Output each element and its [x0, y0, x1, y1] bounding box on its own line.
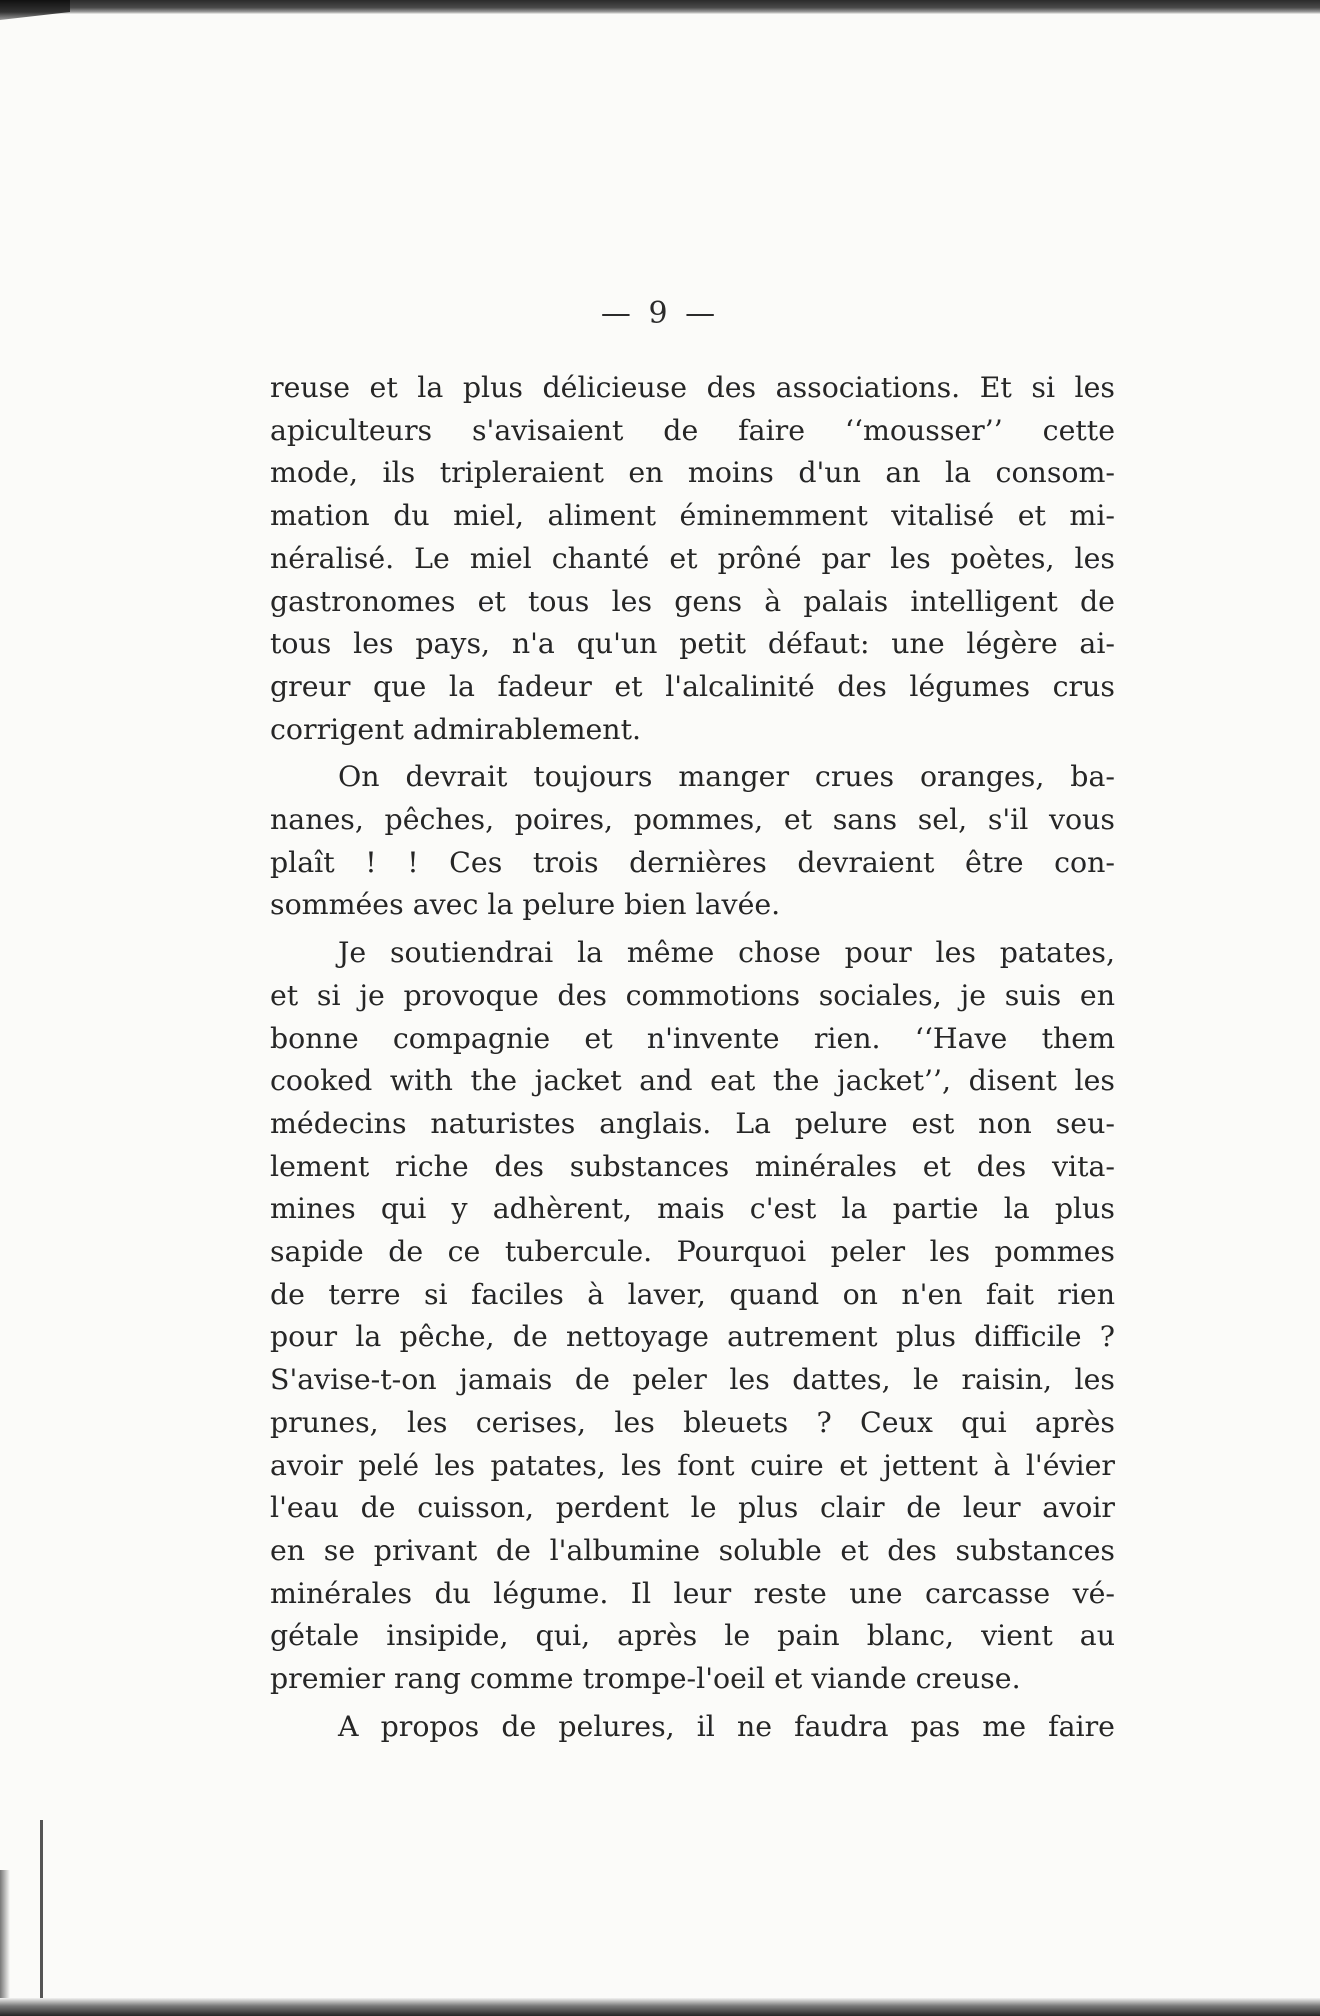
text-line: l'eau de cuisson, perdent le plus clair de leur avoir	[270, 1491, 1115, 1525]
text-line: gastronomes et tous les gens à palais intelligent de	[270, 584, 1115, 618]
paragraph-2	[270, 756, 1115, 927]
paragraph-1	[270, 367, 1115, 751]
text-line: médecins naturistes anglais. La pelure est non seu-	[270, 1106, 1115, 1140]
scan-top-corner	[0, 0, 70, 20]
text-line: mation du miel, aliment éminemment vitalisé et mi-	[270, 499, 1115, 533]
text-line: en se privant de l'albumine soluble et des substances	[270, 1533, 1115, 1567]
scan-left-shadow	[0, 1870, 10, 2000]
text-line: et si je provoque des commotions sociales, je suis en	[270, 978, 1115, 1012]
paragraph-4	[270, 1706, 1115, 1749]
text-line: cooked with the jacket and eat the jacket’’, disent les	[270, 1064, 1115, 1098]
scan-bottom-edge	[0, 1998, 1320, 2016]
text-line: de terre si faciles à laver, quand on n'en fait rien	[270, 1277, 1115, 1311]
text-line: greur que la fadeur et l'alcalinité des légumes crus	[270, 669, 1115, 703]
scan-top-edge	[0, 0, 1320, 14]
text-line: prunes, les cerises, les bleuets ? Ceux qui après	[270, 1405, 1115, 1439]
scan-left-mark	[40, 1820, 43, 2000]
text-line: gétale insipide, qui, après le pain blanc, vient au	[270, 1619, 1115, 1653]
text-line: reuse et la plus délicieuse des associations. Et si les	[270, 371, 1115, 404]
text-line: A propos de pelures, il ne faudra pas me faire	[338, 1709, 1115, 1743]
body-text	[270, 367, 1115, 1749]
text-line: mines qui y adhèrent, mais c'est la partie la plus	[270, 1192, 1115, 1226]
text-line: néralisé. Le miel chanté et prôné par les poètes, les	[270, 541, 1115, 575]
text-line: pour la pêche, de nettoyage autrement plus difficile ?	[270, 1320, 1115, 1354]
text-line: sommées avec la pelure bien lavée.	[270, 888, 781, 922]
text-line: mode, ils tripleraient en moins d'un an la consom-	[270, 456, 1115, 490]
text-line: avoir pelé les patates, les font cuire et jettent à l'évier	[270, 1448, 1115, 1482]
page-number: — 9 —	[600, 296, 720, 331]
text-line: nanes, pêches, poires, pommes, et sans sel, s'il vous	[270, 803, 1115, 837]
text-line: lement riche des substances minérales et des vita-	[270, 1149, 1115, 1183]
text-line: tous les pays, n'a qu'un petit défaut: une légère ai-	[270, 627, 1115, 661]
paragraph-3	[270, 932, 1115, 1701]
text-line: On devrait toujours manger crues oranges, ba-	[338, 760, 1115, 794]
text-line: apiculteurs s'avisaient de faire ‘‘mousser’’ cette	[270, 413, 1115, 447]
text-line: plaît ! ! Ces trois dernières devraient être con-	[270, 845, 1115, 879]
text-line: corrigent admirablement.	[270, 712, 642, 746]
text-line: Je soutiendrai la même chose pour les patates,	[338, 936, 1115, 970]
text-line: S'avise-t-on jamais de peler les dattes, le raisin, les	[270, 1363, 1115, 1397]
text-line: premier rang comme trompe-l'oeil et viande creuse.	[270, 1662, 1021, 1696]
text-line: sapide de ce tubercule. Pourquoi peler les pommes	[270, 1235, 1115, 1269]
text-line: bonne compagnie et n'invente rien. ‘‘Have them	[270, 1021, 1115, 1055]
text-line: minérales du légume. Il leur reste une carcasse vé-	[270, 1576, 1115, 1610]
